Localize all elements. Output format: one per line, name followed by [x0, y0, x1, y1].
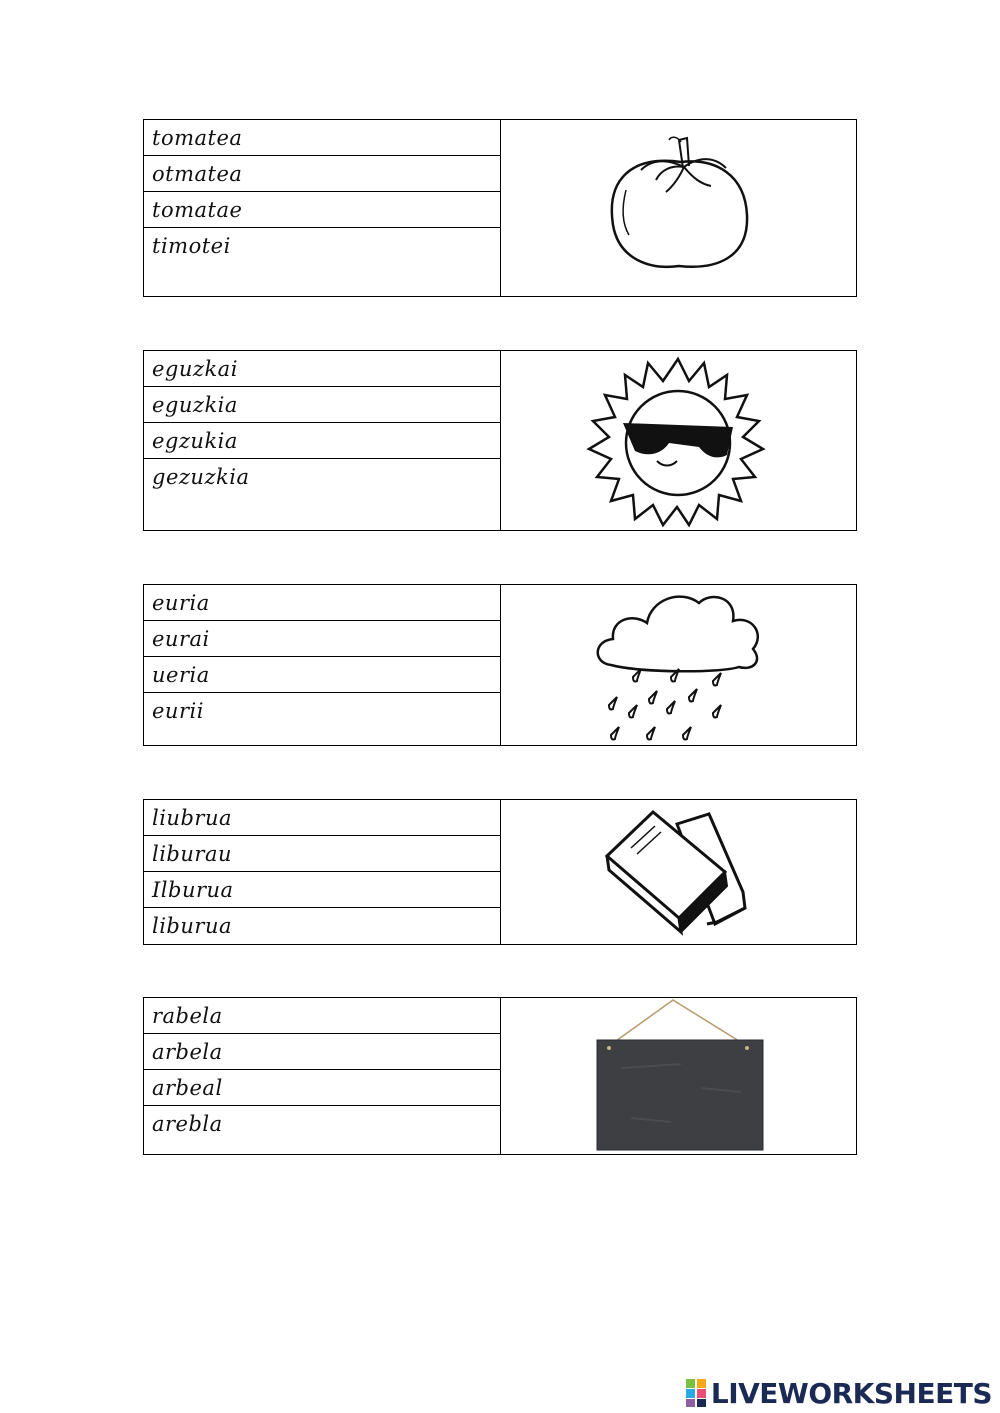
exercise-sun	[143, 350, 857, 531]
word-option[interactable]: rabela	[144, 998, 500, 1034]
books-picture	[501, 800, 856, 944]
word-option[interactable]: timotei	[152, 234, 231, 258]
word-options	[144, 351, 501, 530]
exercise-tomato	[143, 119, 857, 297]
word-option[interactable]: euria	[144, 585, 500, 621]
word-option[interactable]: arbeal	[144, 1070, 500, 1106]
word-option[interactable]: otmatea	[144, 156, 500, 192]
word-options	[144, 998, 501, 1154]
word-option[interactable]: arbela	[144, 1034, 500, 1070]
sun-picture	[501, 351, 856, 530]
word-options	[144, 120, 501, 296]
word-option[interactable]: ueria	[144, 657, 500, 693]
word-option[interactable]: eguzkai	[144, 351, 500, 387]
tomato-picture	[501, 120, 856, 296]
word-option[interactable]: Ilburua	[144, 872, 500, 908]
word-option[interactable]: eurai	[144, 621, 500, 657]
liveworksheets-logo-icon	[685, 1378, 707, 1408]
exercise-blackboard	[143, 997, 857, 1155]
liveworksheets-logo	[685, 1376, 992, 1410]
exercise-book	[143, 799, 857, 945]
word-option[interactable]: gezuzkia	[152, 465, 250, 489]
word-option[interactable]: arebla	[152, 1112, 223, 1136]
word-option[interactable]: tomatea	[144, 120, 500, 156]
word-option[interactable]: eurii	[152, 699, 204, 723]
logo-text: LIVEWORKSHEETS	[710, 1376, 992, 1410]
exercise-rain	[143, 584, 857, 746]
word-option[interactable]: tomatae	[144, 192, 500, 228]
word-option[interactable]: liburua	[152, 914, 232, 938]
word-options	[144, 585, 501, 745]
rain-cloud-picture	[501, 585, 856, 745]
word-option[interactable]: egzukia	[144, 423, 500, 459]
word-options	[144, 800, 501, 944]
blackboard-picture	[501, 998, 856, 1154]
word-option[interactable]: liburau	[144, 836, 500, 872]
word-option[interactable]: eguzkia	[144, 387, 500, 423]
word-option[interactable]: liubrua	[144, 800, 500, 836]
